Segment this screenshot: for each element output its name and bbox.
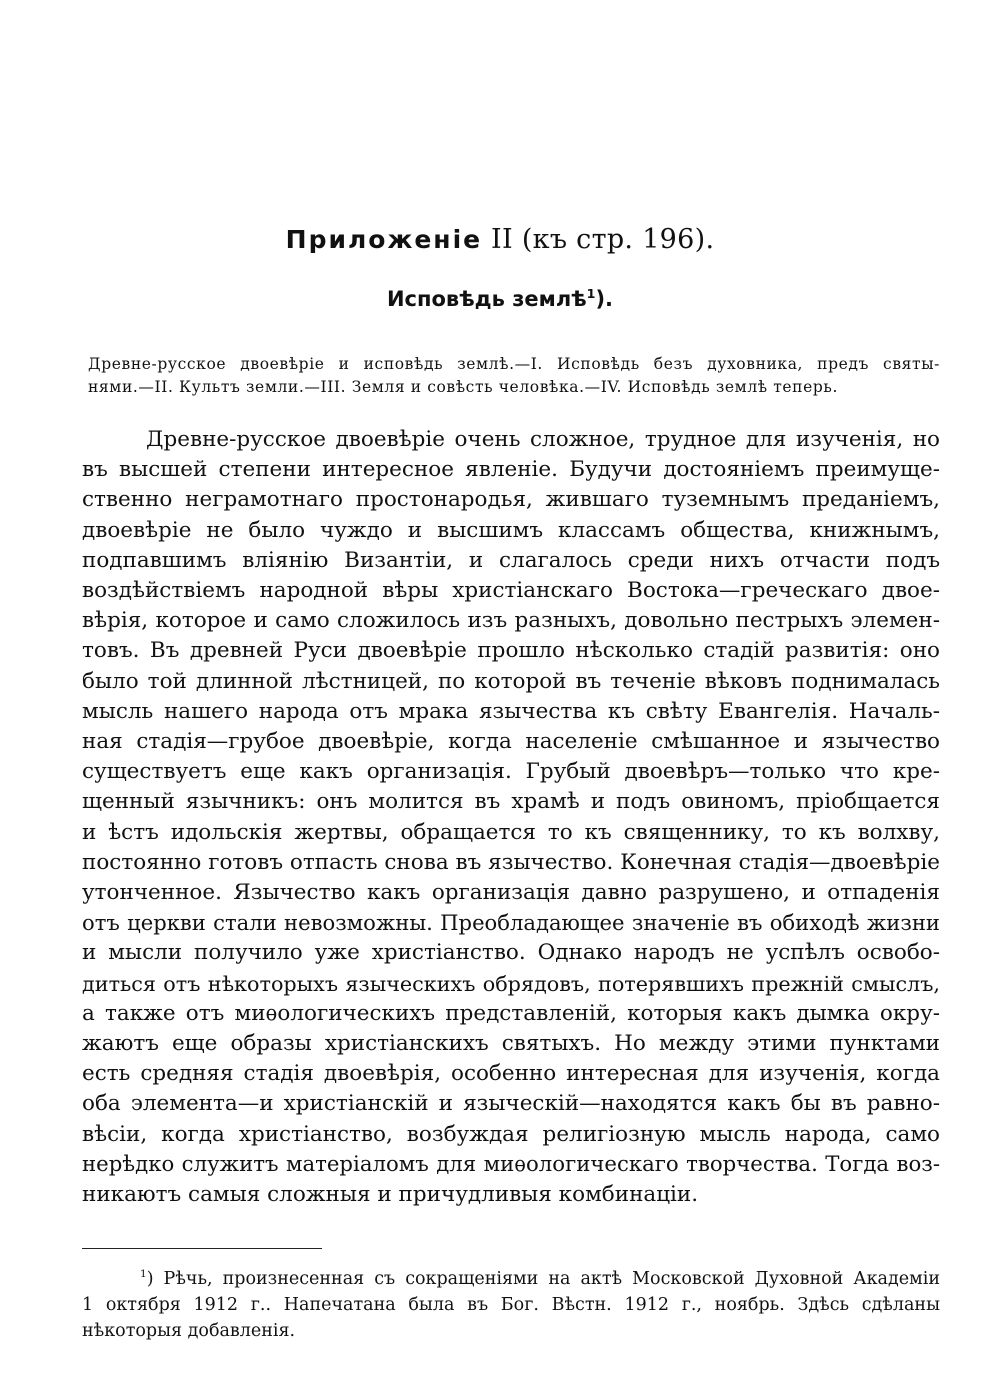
appendix-numeral: II [490,224,513,255]
summary-line: Древне-русское двоевѣріе и исповѣдь землѣ.—I. Исповѣдь безъ духовника, предъ святы- [88,355,940,373]
paragraph-line: вѣрія, которое и само сложилось изъ разныхъ, довольно пестрыхъ элемен- [82,608,940,634]
paragraph-line: двоевѣріе не было чуждо и высшимъ классамъ общества, книжнымъ, [82,517,940,543]
paragraph-line: вѣсіи, когда христіанство, возбуждая религіозную мысль народа, само [82,1121,940,1147]
paragraph-line: отъ церкви стали невозможны. Преобладающее значеніе въ обиходѣ жизни [82,910,940,936]
chapter-summary [82,353,940,399]
paragraph-line: Древне-русское двоевѣріе очень сложное, трудное для изученія, но [146,427,940,452]
paragraph-line: воздѣйствіемъ народной вѣры христіанскаго Востока—греческаго двое- [82,578,940,604]
paragraph-line: подпавшимъ вліянію Византіи, и слагалось среди нихъ отчасти подъ [82,547,940,573]
footnote-mark: 1 [140,1268,147,1281]
footnote-separator [82,1248,322,1249]
paragraph-line: никаютъ самыя сложныя и причудливыя комбинаціи. [82,1182,699,1208]
paragraph-line: ная стадія—грубое двоевѣріе, когда населеніе смѣшанное и язычество [82,729,940,755]
paragraph-line: жаютъ еще образы христіанскихъ святыхъ. Но между этими пунктами [82,1031,940,1057]
appendix-page-ref: (къ стр. 196). [521,224,715,255]
paragraph-line: и мысли получило уже христіанство. Однако народъ не успѣлъ освобо- [82,940,940,966]
section-heading [0,284,1000,314]
body-paragraph [82,425,940,1210]
section-title-trail: ). [595,287,614,311]
paragraph-line: утонченное. Язычество какъ организація давно разрушено, и отпаденія [82,880,940,906]
paragraph-line: мысль нашего народа отъ мрака язычества къ свѣту Евангелія. Началь- [82,698,940,724]
footnote-line: нѣкоторыя добавленія. [82,1321,296,1341]
appendix-heading [0,222,1000,258]
paragraph-line: товъ. Въ древней Руси двоевѣріе прошло нѣсколько стадій развитія: оно [82,638,940,664]
footnote [82,1266,940,1344]
footnote-line [82,1266,940,1292]
paragraph-line: есть средняя стадія двоевѣрія, особенно интересная для изученія, когда [82,1061,940,1087]
footnote-line: 1 октября 1912 г.. Напечатана была въ Бог. Вѣстн. 1912 г., ноябрь. Здѣсь сдѣланы [82,1295,940,1315]
paragraph-line: а также отъ миѳологическихъ представленій, которыя какъ дымка окру- [82,1000,940,1026]
section-footnote-mark: 1 [586,286,596,301]
footnote-line-text: ) Рѣчь, произнесенная съ сокращеніями на актѣ Московской Духовной Академіи [146,1269,940,1289]
paragraph-line: постоянно готовъ отпасть снова въ язычество. Конечная стадія—двоевѣріе [82,849,940,875]
paragraph-line: ственно неграмотнаго простонародья, жившаго туземнымъ преданіемъ, [82,487,940,513]
paragraph-line: было той длинной лѣстницей, по которой въ теченіе вѣковъ поднималась [82,668,940,694]
paragraph-line: существуетъ еще какъ организація. Грубый двоевѣръ—только что кре- [82,759,940,785]
paragraph-line: въ высшей степени интересное явленіе. Будучи достояніемъ преимуще- [82,457,940,483]
appendix-label: Приложеніе [285,225,483,254]
paragraph-line: нерѣдко служитъ матеріаломъ для миѳологическаго творчества. Тогда воз- [82,1151,940,1177]
section-title-text: Исповѣдь землѣ [386,287,587,311]
paragraph-line: щенный язычникъ: онъ молится въ храмѣ и подъ овиномъ, пріобщается [82,789,940,815]
summary-line: нями.—II. Культъ земли.—III. Земля и совѣсть человѣка.—IV. Исповѣдь землѣ теперь. [88,378,838,396]
paragraph-line: и ѣстъ идольскія жертвы, обращается то къ священнику, то къ волхву, [82,819,940,845]
paragraph-line: диться отъ нѣкоторыхъ языческихъ обрядовъ, потерявшихъ прежній смыслъ, [82,971,940,996]
paragraph-line: оба элемента—и христіанскій и языческій—находятся какъ бы въ равно- [82,1091,940,1117]
